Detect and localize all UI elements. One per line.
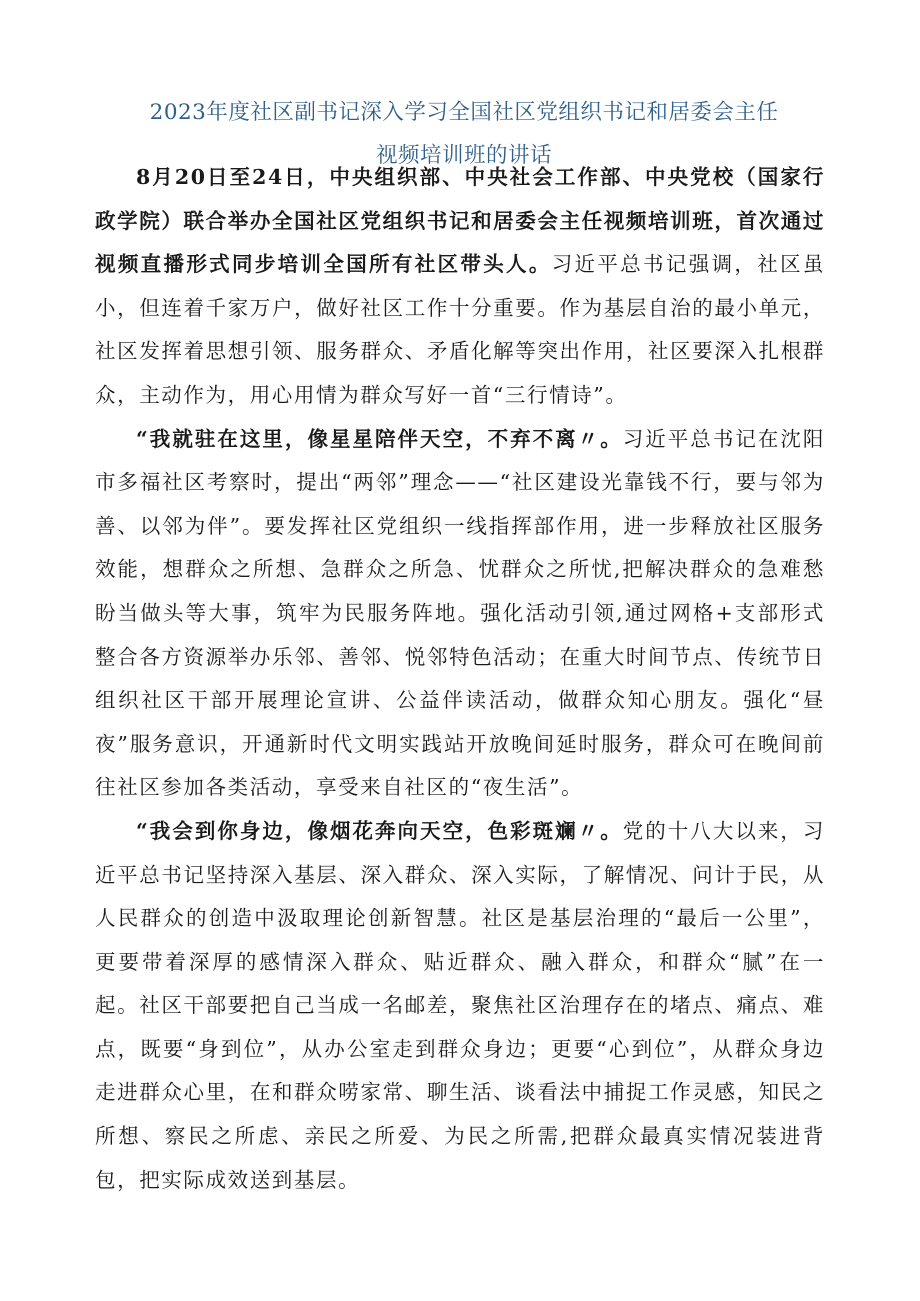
paragraph-1-lead: 8月20日至24日，中央组织部、中央社会工作部、中央党校（国家行政学院）联合举办全国社区党组织书记和居委会主任视频培训班，首次通过视频直播形式同步培训全国所有社区带头人。: [95, 165, 825, 277]
paragraph-2: [95, 418, 825, 810]
paragraph-1-text: 习近平总书记强调，社区虽小，但连着千家万户，做好社区工作十分重要。作为基层自治的最小单元，社区发挥着思想引领、服务群众、矛盾化解等突出作用，社区要深入扎根群众，主动作为，用心用情为群众写好一首“三行情诗”。: [95, 252, 826, 407]
paragraph-1: [95, 156, 825, 418]
paragraph-3-lead: “我会到你身边，像烟花奔向天空，色彩斑斓〃。: [136, 818, 623, 843]
document-body: [95, 156, 825, 1202]
paragraph-2-lead: “我就驻在这里，像星星陪伴天空，不弃不离〃。: [136, 426, 623, 451]
paragraph-3-text: 党的十八大以来，习近平总书记坚持深入基层、深入群众、深入实际，了解情况、问计于民，从人民群众的创造中汲取理论创新智慧。社区是基层治理的“最后一公里”，更要带着深厚的感情深入群众、贴近群众、融入群众，和群众“腻”在一起。社区干部要把自己当成一名邮差，聚焦社区治理存在的堵点、痛点、难点，既要“身到位”，从办公室走到群众身边；更要“心到位”，从群众身边走进群众心里，在和群众唠家常、聊生活、谈看法中捕捉工作灵感，知民之所想、察民之所虑、亲民之所爱、为民之所需,把群众最真实情况装进背包，把实际成效送到基层。: [95, 818, 825, 1192]
paragraph-2-text: 习近平总书记在沈阳市多福社区考察时，提出“两邻”理念——“社区建设光靠钱不行，要与邻为善、以邻为伴”。要发挥社区党组织一线指挥部作用，进一步释放社区服务效能，想群众之所想、急群众之所急、忧群众之所忧,把解决群众的急难愁盼当做头等大事，筑牢为民服务阵地。强化活动引领,通过网格+支部形式整合各方资源举办乐邻、善邻、悦邻特色活动；在重大时间节点、传统节日组织社区干部开展理论宣讲、公益伴读活动，做群众知心朋友。强化“昼夜”服务意识，开通新时代文明实践站开放晚间延时服务，群众可在晚间前往社区参加各类活动，享受来自社区的“夜生活”。: [95, 426, 825, 800]
document-title-line-2: 视频培训班的讲话: [375, 143, 552, 168]
document-title-line-1: 2023年度社区副书记深入学习全国社区党组织书记和居委会主任: [149, 100, 779, 125]
paragraph-3: [95, 810, 825, 1202]
